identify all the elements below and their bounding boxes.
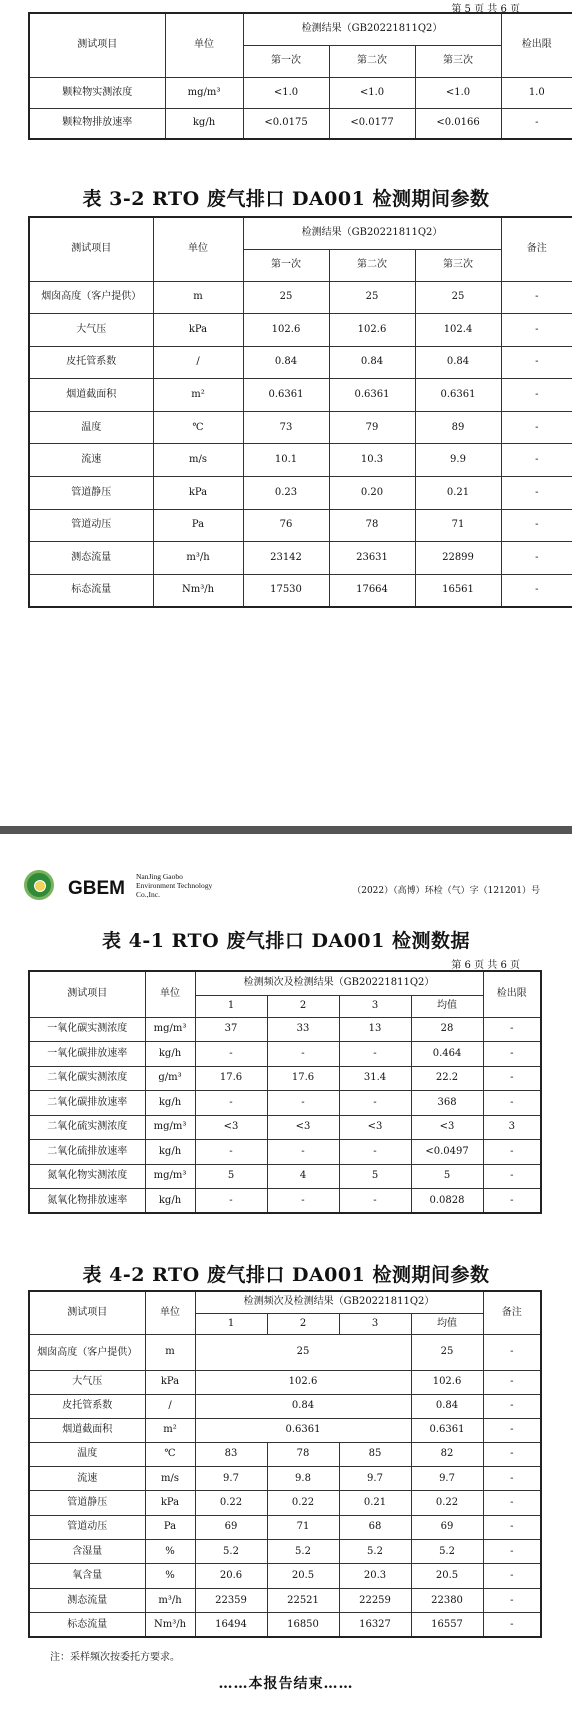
cell-value: - — [501, 379, 572, 412]
cell-unit: ℃ — [145, 1442, 195, 1466]
cell-value: 9.9 — [415, 444, 501, 477]
cell-value: 89 — [415, 411, 501, 444]
cell-value: 22521 — [267, 1588, 339, 1612]
cell-value: 25 — [243, 281, 329, 314]
cell-value: - — [267, 1042, 339, 1067]
cell-item: 颗粒物排放速率 — [29, 108, 165, 139]
cell-value: 3 — [483, 1115, 541, 1140]
cell-value: 368 — [411, 1091, 483, 1116]
cell-value: - — [195, 1091, 267, 1116]
cell-unit: Nm³/h — [145, 1613, 195, 1637]
cell-unit: mg/m³ — [165, 77, 243, 108]
cell-value: 25 — [329, 281, 415, 314]
table-row — [29, 379, 572, 412]
cell-value: 83 — [195, 1442, 267, 1466]
cell-value: 71 — [415, 509, 501, 542]
cell-unit: kg/h — [165, 108, 243, 139]
cell-unit: m² — [153, 379, 243, 412]
cell-value: - — [501, 477, 572, 510]
table-row — [29, 1491, 541, 1515]
cell-value: 5.2 — [195, 1540, 267, 1564]
cell-item: 标态流量 — [29, 1613, 145, 1637]
cell-item: 管道动压 — [29, 1515, 145, 1539]
cell-value: 9.7 — [339, 1466, 411, 1490]
header-result-group: 检测频次及检测结果（GB20221811Q2） — [195, 1291, 483, 1313]
cell-item: 二氧化硫实测浓度 — [29, 1115, 145, 1140]
cell-item: 烟道截面积 — [29, 379, 153, 412]
cell-value: - — [483, 1515, 541, 1539]
cell-value: 85 — [339, 1442, 411, 1466]
cell-value: 102.6 — [329, 314, 415, 347]
cell-unit: kPa — [145, 1491, 195, 1515]
header-remark: 备注 — [483, 1291, 541, 1334]
cell-item: 一氧化碳实测浓度 — [29, 1017, 145, 1042]
cell-item: 流速 — [29, 444, 153, 477]
cell-value: 73 — [243, 411, 329, 444]
cell-value: 79 — [329, 411, 415, 444]
cell-value: 16557 — [411, 1613, 483, 1637]
cell-value: 0.6361 — [415, 379, 501, 412]
cell-value: - — [501, 509, 572, 542]
cell-unit: kPa — [153, 477, 243, 510]
cell-value: 0.84 — [415, 346, 501, 379]
header-run: 第二次 — [329, 45, 415, 77]
table-caption: 表 3-2 RTO 废气排口 DA001 检测期间参数 — [82, 188, 490, 210]
cell-value: <1.0 — [415, 77, 501, 108]
cell-value: - — [339, 1140, 411, 1165]
cell-value: 5.2 — [339, 1540, 411, 1564]
table-row — [29, 1540, 541, 1564]
cell-value: 0.22 — [195, 1491, 267, 1515]
cell-value: 82 — [411, 1442, 483, 1466]
cell-unit: Pa — [145, 1515, 195, 1539]
cell-value: - — [483, 1066, 541, 1091]
cell-unit: / — [145, 1394, 195, 1418]
table-row — [29, 1588, 541, 1612]
cell-item: 大气压 — [29, 1370, 145, 1394]
cell-value: 20.6 — [195, 1564, 267, 1588]
cell-unit: mg/m³ — [145, 1115, 195, 1140]
cell-value: 16850 — [267, 1613, 339, 1637]
table-row — [29, 1091, 541, 1116]
cell-item: 含湿量 — [29, 1540, 145, 1564]
footnote: 注：采样频次按委托方要求。 — [50, 1652, 180, 1663]
cell-value: 9.8 — [267, 1466, 339, 1490]
cell-item: 管道动压 — [29, 509, 153, 542]
cell-item: 二氧化硫排放速率 — [29, 1140, 145, 1165]
cell-item: 烟囱高度（客户提供） — [29, 281, 153, 314]
header-run: 1 — [195, 1313, 267, 1334]
cell-value: 0.464 — [411, 1042, 483, 1067]
cell-value: - — [501, 281, 572, 314]
header-remark: 备注 — [501, 217, 572, 281]
cell-remark: - — [483, 1334, 541, 1370]
cell-value: 0.0828 — [411, 1189, 483, 1214]
cell-value: 0.6361 — [243, 379, 329, 412]
cell-value: - — [267, 1091, 339, 1116]
table-row — [29, 1418, 541, 1442]
cell-mean: 0.6361 — [411, 1418, 483, 1442]
table-row — [29, 542, 572, 575]
table-row — [29, 1066, 541, 1091]
cell-value: 10.1 — [243, 444, 329, 477]
cell-item: 标态流量 — [29, 574, 153, 607]
cell-value: 78 — [329, 509, 415, 542]
cell-value: 5 — [411, 1164, 483, 1189]
cell-mean: 25 — [411, 1334, 483, 1370]
cell-value: 5 — [339, 1164, 411, 1189]
table-row — [29, 1140, 541, 1165]
cell-item: 氮氧化物排放速率 — [29, 1189, 145, 1214]
cell-value: 22380 — [411, 1588, 483, 1612]
table-row — [29, 1442, 541, 1466]
cell-value: - — [483, 1017, 541, 1042]
cell-value: 17.6 — [267, 1066, 339, 1091]
cell-value: - — [501, 314, 572, 347]
cell-value: - — [501, 574, 572, 607]
table-row — [29, 1189, 541, 1214]
cell-unit: m² — [145, 1418, 195, 1442]
cell-value: <0.0497 — [411, 1140, 483, 1165]
cell-value: 102.6 — [195, 1370, 411, 1394]
cell-value: - — [339, 1042, 411, 1067]
cell-value: 0.84 — [195, 1394, 411, 1418]
cell-value: <1.0 — [329, 77, 415, 108]
cell-value: 23142 — [243, 542, 329, 575]
cell-value: 0.6361 — [329, 379, 415, 412]
cell-unit: kg/h — [145, 1140, 195, 1165]
particulate-results-table — [28, 12, 572, 140]
table-row — [29, 411, 572, 444]
table-row — [29, 346, 572, 379]
cell-unit: m — [153, 281, 243, 314]
header-run: 3 — [339, 995, 411, 1017]
cell-value: 17664 — [329, 574, 415, 607]
cell-value: 9.7 — [411, 1466, 483, 1490]
cell-value: - — [483, 1491, 541, 1515]
cell-unit: m/s — [153, 444, 243, 477]
logo-wordmark: GBEM — [68, 878, 125, 899]
cell-unit: mg/m³ — [145, 1017, 195, 1042]
cell-unit: / — [153, 346, 243, 379]
table-row — [29, 1515, 541, 1539]
table-row — [29, 477, 572, 510]
cell-unit: % — [145, 1540, 195, 1564]
cell-value: <0.0175 — [243, 108, 329, 139]
cell-unit: % — [145, 1564, 195, 1588]
cell-value: - — [195, 1042, 267, 1067]
header-run: 第一次 — [243, 249, 329, 281]
cell-item: 二氧化碳实测浓度 — [29, 1066, 145, 1091]
cell-unit: ℃ — [153, 411, 243, 444]
cell-value: - — [483, 1140, 541, 1165]
cell-value: - — [483, 1091, 541, 1116]
cell-unit: Nm³/h — [153, 574, 243, 607]
cell-item: 皮托管系数 — [29, 346, 153, 379]
cell-item: 烟囱高度（客户提供） — [29, 1334, 145, 1370]
cell-item: 管道静压 — [29, 477, 153, 510]
cell-unit: g/m³ — [145, 1066, 195, 1091]
cell-value: 37 — [195, 1017, 267, 1042]
cell-value: 102.4 — [415, 314, 501, 347]
cell-item: 氧含量 — [29, 1564, 145, 1588]
cell-value: 5.2 — [267, 1540, 339, 1564]
cell-value: - — [483, 1613, 541, 1637]
table-row — [29, 509, 572, 542]
cell-value: - — [501, 346, 572, 379]
cell-value: - — [483, 1540, 541, 1564]
table-row — [29, 1394, 541, 1418]
cell-value: - — [339, 1189, 411, 1214]
cell-value: - — [483, 1588, 541, 1612]
cell-value: 0.20 — [329, 477, 415, 510]
cell-unit: Pa — [153, 509, 243, 542]
cell-value: 9.7 — [195, 1466, 267, 1490]
cell-item: 测态流量 — [29, 542, 153, 575]
cell-value: <0.0177 — [329, 108, 415, 139]
cell-value: - — [483, 1466, 541, 1490]
cell-value: 25 — [195, 1334, 411, 1370]
cell-item: 氮氧化物实测浓度 — [29, 1164, 145, 1189]
header-run: 2 — [267, 995, 339, 1017]
gbem-logo-icon — [24, 870, 54, 900]
emission-parameters-table — [28, 216, 572, 608]
table-row — [29, 1334, 541, 1370]
cell-value: <3 — [411, 1115, 483, 1140]
cell-value: 25 — [415, 281, 501, 314]
header-limit: 检出限 — [501, 13, 572, 77]
cell-value: <1.0 — [243, 77, 329, 108]
cell-unit: kg/h — [145, 1189, 195, 1214]
page-divider — [0, 826, 572, 834]
table-row — [29, 314, 572, 347]
cell-value: - — [195, 1189, 267, 1214]
cell-item: 皮托管系数 — [29, 1394, 145, 1418]
table-row — [29, 444, 572, 477]
table-row — [29, 108, 572, 139]
cell-value: - — [483, 1189, 541, 1214]
cell-unit: kPa — [153, 314, 243, 347]
header-mean: 均值 — [411, 1313, 483, 1334]
cell-value: - — [501, 411, 572, 444]
cell-item: 颗粒物实测浓度 — [29, 77, 165, 108]
cell-value: 16494 — [195, 1613, 267, 1637]
cell-item: 一氧化碳排放速率 — [29, 1042, 145, 1067]
cell-mean: 102.6 — [411, 1370, 483, 1394]
cell-value: - — [267, 1140, 339, 1165]
cell-item: 大气压 — [29, 314, 153, 347]
cell-value: 76 — [243, 509, 329, 542]
cell-value: - — [501, 542, 572, 575]
header-unit: 单位 — [165, 13, 243, 77]
cell-value: 22259 — [339, 1588, 411, 1612]
cell-value: 5.2 — [411, 1540, 483, 1564]
cell-value: - — [501, 108, 572, 139]
cell-value: 0.21 — [415, 477, 501, 510]
header-run: 2 — [267, 1313, 339, 1334]
cell-value: 20.5 — [267, 1564, 339, 1588]
table-row — [29, 1466, 541, 1490]
cell-value: 0.84 — [329, 346, 415, 379]
cell-unit: mg/m³ — [145, 1164, 195, 1189]
cell-value: - — [339, 1091, 411, 1116]
cell-value: 68 — [339, 1515, 411, 1539]
table-row — [29, 1613, 541, 1637]
table-row — [29, 1115, 541, 1140]
cell-value: 0.84 — [243, 346, 329, 379]
cell-value: - — [483, 1442, 541, 1466]
table-row — [29, 574, 572, 607]
table-caption: 表 4-2 RTO 废气排口 DA001 检测期间参数 — [82, 1264, 490, 1286]
cell-value: <0.0166 — [415, 108, 501, 139]
cell-value: 23631 — [329, 542, 415, 575]
page-number-top: 第 5 页 共 6 页 — [451, 4, 520, 15]
cell-value: 69 — [411, 1515, 483, 1539]
cell-value: 71 — [267, 1515, 339, 1539]
cell-value: 31.4 — [339, 1066, 411, 1091]
cell-unit: m³/h — [145, 1588, 195, 1612]
cell-unit: m/s — [145, 1466, 195, 1490]
cell-value: <3 — [267, 1115, 339, 1140]
header-run: 3 — [339, 1313, 411, 1334]
table-row — [29, 1017, 541, 1042]
cell-value: 1.0 — [501, 77, 572, 108]
header-run: 第一次 — [243, 45, 329, 77]
cell-value: 78 — [267, 1442, 339, 1466]
cell-value: - — [501, 444, 572, 477]
cell-value: - — [483, 1042, 541, 1067]
cell-value: 0.22 — [411, 1491, 483, 1515]
cell-value: <3 — [339, 1115, 411, 1140]
cell-value: 69 — [195, 1515, 267, 1539]
cell-value: 22899 — [415, 542, 501, 575]
cell-value: 16561 — [415, 574, 501, 607]
header-run: 第二次 — [329, 249, 415, 281]
header-limit: 检出限 — [483, 971, 541, 1017]
header-unit: 单位 — [145, 1291, 195, 1334]
cell-remark: - — [483, 1394, 541, 1418]
cell-value: - — [483, 1164, 541, 1189]
cell-value: 0.21 — [339, 1491, 411, 1515]
report-number: （2022）（高博）环检（气）字（121201）号 — [352, 886, 540, 896]
table-row — [29, 1164, 541, 1189]
detection-data-table — [28, 970, 542, 1214]
table-row — [29, 77, 572, 108]
detection-parameters-table — [28, 1290, 542, 1638]
cell-value: 0.6361 — [195, 1418, 411, 1442]
cell-item: 流速 — [29, 1466, 145, 1490]
header-test-item: 测试项目 — [29, 1291, 145, 1334]
cell-value: 4 — [267, 1164, 339, 1189]
cell-value: - — [195, 1140, 267, 1165]
header-test-item: 测试项目 — [29, 217, 153, 281]
cell-mean: 0.84 — [411, 1394, 483, 1418]
table-row — [29, 281, 572, 314]
cell-value: 28 — [411, 1017, 483, 1042]
table-row — [29, 1564, 541, 1588]
cell-remark: - — [483, 1370, 541, 1394]
header-result-group: 检测频次及检测结果（GB20221811Q2） — [195, 971, 483, 995]
cell-item: 二氧化碳排放速率 — [29, 1091, 145, 1116]
header-run: 第三次 — [415, 249, 501, 281]
cell-unit: kg/h — [145, 1042, 195, 1067]
cell-value: 0.23 — [243, 477, 329, 510]
cell-value: 16327 — [339, 1613, 411, 1637]
cell-unit: kPa — [145, 1370, 195, 1394]
company-name: NanJing Gaobo Environment Technology Co.,Inc. — [136, 872, 213, 899]
cell-value: 33 — [267, 1017, 339, 1042]
cell-item: 测态流量 — [29, 1588, 145, 1612]
header-run: 1 — [195, 995, 267, 1017]
report-end-marker: ……本报告结束…… — [218, 1676, 354, 1692]
table-caption: 表 4-1 RTO 废气排口 DA001 检测数据 — [102, 930, 470, 952]
header-result-group: 检测结果（GB20221811Q2） — [243, 13, 501, 45]
header-test-item: 测试项目 — [29, 971, 145, 1017]
cell-item: 管道静压 — [29, 1491, 145, 1515]
cell-value: 5 — [195, 1164, 267, 1189]
cell-value: 13 — [339, 1017, 411, 1042]
cell-item: 温度 — [29, 1442, 145, 1466]
cell-item: 温度 — [29, 411, 153, 444]
cell-value: 22359 — [195, 1588, 267, 1612]
cell-item: 烟道截面积 — [29, 1418, 145, 1442]
table-row — [29, 1370, 541, 1394]
cell-value: 17530 — [243, 574, 329, 607]
cell-value: <3 — [195, 1115, 267, 1140]
page-number: 第 6 页 共 6 页 — [451, 960, 520, 971]
cell-unit: m — [145, 1334, 195, 1370]
cell-value: 0.22 — [267, 1491, 339, 1515]
cell-value: 22.2 — [411, 1066, 483, 1091]
cell-remark: - — [483, 1418, 541, 1442]
header-run: 第三次 — [415, 45, 501, 77]
cell-value: - — [483, 1564, 541, 1588]
cell-unit: kg/h — [145, 1091, 195, 1116]
cell-value: 20.5 — [411, 1564, 483, 1588]
header-test-item: 测试项目 — [29, 13, 165, 77]
cell-value: 10.3 — [329, 444, 415, 477]
table-row — [29, 1042, 541, 1067]
header-unit: 单位 — [145, 971, 195, 1017]
header-result-group: 检测结果（GB20221811Q2） — [243, 217, 501, 249]
cell-value: - — [267, 1189, 339, 1214]
header-unit: 单位 — [153, 217, 243, 281]
header-mean: 均值 — [411, 995, 483, 1017]
cell-value: 17.6 — [195, 1066, 267, 1091]
cell-value: 20.3 — [339, 1564, 411, 1588]
cell-value: 102.6 — [243, 314, 329, 347]
cell-unit: m³/h — [153, 542, 243, 575]
